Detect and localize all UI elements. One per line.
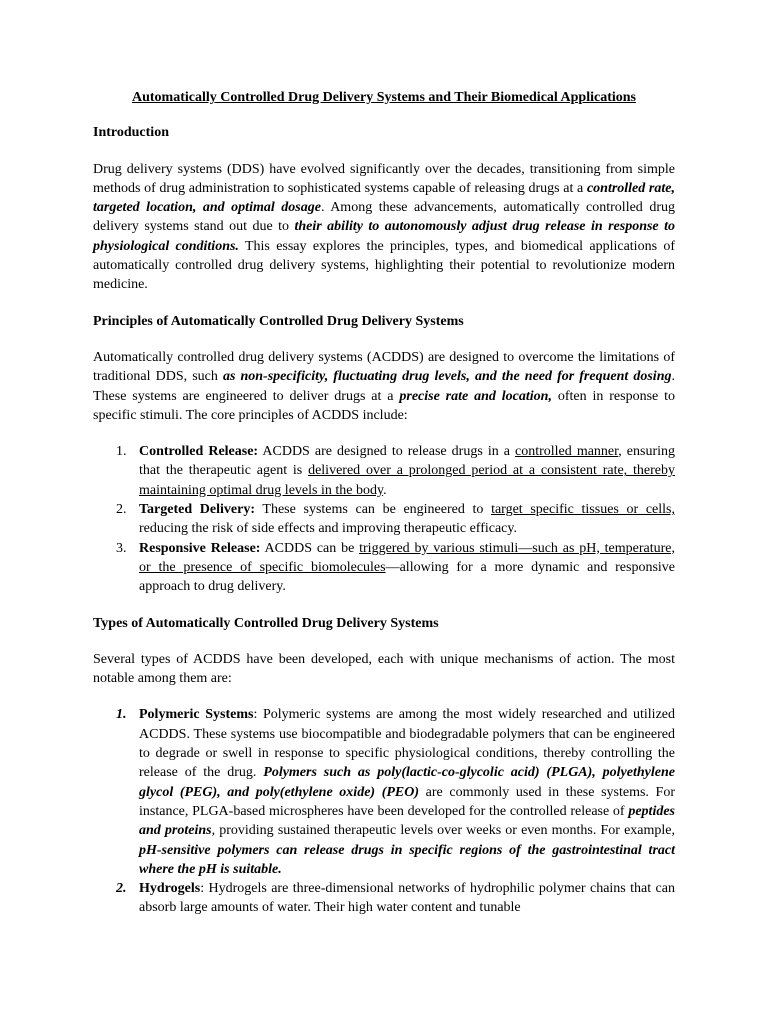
text-run-bold-italic: precise rate and location,: [399, 388, 552, 404]
text-run-bold-italic: controlled rate, targeted location, and optimal dosage: [93, 180, 675, 216]
list-number: 1.: [116, 707, 127, 723]
list-item-label: Polymeric Systems: [139, 707, 254, 723]
list-number: 1.: [116, 444, 127, 460]
text-run: Drug delivery systems (DDS) have evolved significantly over the decades, transitioning from simple methods of drug administration to sophisticated systems capable of releasing drugs at a: [93, 161, 675, 196]
section-heading-types: Types of Automatically Controlled Drug Delivery Systems: [93, 615, 439, 631]
text-run-bold-italic: as non-specificity, fluctuating drug levels, and the need for frequent dosing: [222, 369, 672, 385]
text-run: .: [383, 482, 387, 498]
text-run-bold-italic: pH-sensitive polymers can release drugs in specific regions of the gastrointestinal tract where the pH is suitable.: [139, 842, 675, 877]
section-heading-introduction: Introduction: [93, 125, 169, 141]
text-run: are commonly used in these systems. For instance, PLGA-based microspheres have been developed for the controlled release of: [139, 784, 676, 819]
list-number: 3.: [116, 540, 127, 556]
text-run-underlined: target specific tissues or cells,: [491, 502, 675, 518]
text-run-bold-italic: Polymers such as poly(lactic-co-glycolic acid) (PLGA), polyethylene glycol (PEG), and poly(ethylene oxide) (PEO): [139, 765, 675, 800]
list-item-label: Controlled Release:: [139, 444, 259, 460]
text-run: , providing sustained therapeutic levels over weeks or even months. For example,: [211, 823, 676, 839]
text-run: . These systems are engineered to deliver drugs at a: [93, 369, 675, 404]
text-run-bold-italic: their ability to autonomously adjust drug release in response to physiological conditions.: [93, 219, 675, 254]
document-title: Automatically Controlled Drug Delivery Systems and Their Biomedical Applications: [131, 90, 636, 105]
list-item: [93, 705, 675, 879]
text-run: These systems can be engineered to: [255, 502, 492, 518]
list-number: 2.: [116, 502, 127, 518]
text-run: Automatically controlled drug delivery systems (ACDDS) are designed to overcome the limitations of traditional DDS, such: [93, 349, 675, 385]
text-run-underlined: controlled manner: [515, 444, 619, 460]
text-run: often in response to specific stimuli. The core principles of ACDDS include:: [93, 388, 676, 423]
list-item-label: Targeted Delivery:: [139, 502, 255, 518]
list-item-label: Responsive Release:: [139, 540, 261, 556]
text-run: , ensuring that the therapeutic agent is: [139, 444, 676, 479]
text-run: ACDDS can be: [260, 540, 360, 556]
list-item: [93, 879, 675, 918]
types-intro-paragraph: Several types of ACDDS have been developed, each with unique mechanisms of action. The most notable among them are:: [93, 651, 675, 687]
principles-paragraph: [93, 348, 675, 425]
introduction-paragraph: [93, 160, 675, 295]
text-run: This essay explores the principles, types, and biomedical applications of automatically controlled drug delivery systems, highlighting their potential to revolutionize modern medicine.: [93, 238, 675, 293]
list-item: [93, 539, 675, 597]
text-run: —allowing for a more dynamic and responsive approach to drug delivery.: [139, 559, 676, 595]
principles-list: [93, 442, 675, 596]
text-run: ACDDS are designed to release drugs in a: [258, 444, 516, 460]
list-number: 2.: [116, 881, 127, 897]
section-heading-principles: Principles of Automatically Controlled Drug Delivery Systems: [93, 313, 464, 329]
text-run: reducing the risk of side effects and improving therapeutic efficacy.: [139, 521, 517, 537]
text-run-underlined: delivered over a prolonged period at a consistent rate, thereby maintaining optimal drug levels in the body: [139, 463, 675, 498]
list-item-label: Hydrogels: [139, 881, 201, 897]
text-run-bold-italic: peptides and proteins: [139, 803, 675, 839]
text-run: : Hydrogels are three-dimensional networks of hydrophilic polymer chains that can absorb large amounts of water. Their high water content and tunable: [139, 881, 675, 916]
list-item: [93, 500, 675, 539]
text-run: : Polymeric systems are among the most widely researched and utilized ACDDS. These systems use biocompatible and biodegradable polymers that can be engineered to degrade or swell in response to specific physiological conditions, thereby controlling the release of the drug.: [139, 707, 675, 781]
text-run: . Among these advancements, automatically controlled drug delivery systems stand out due to: [93, 200, 675, 235]
text-run-underlined: triggered by various stimuli—such as pH, temperature, or the presence of specific biomolecules: [139, 540, 676, 575]
types-list: [93, 705, 675, 917]
list-item: [93, 442, 675, 500]
document-body: [93, 88, 675, 935]
